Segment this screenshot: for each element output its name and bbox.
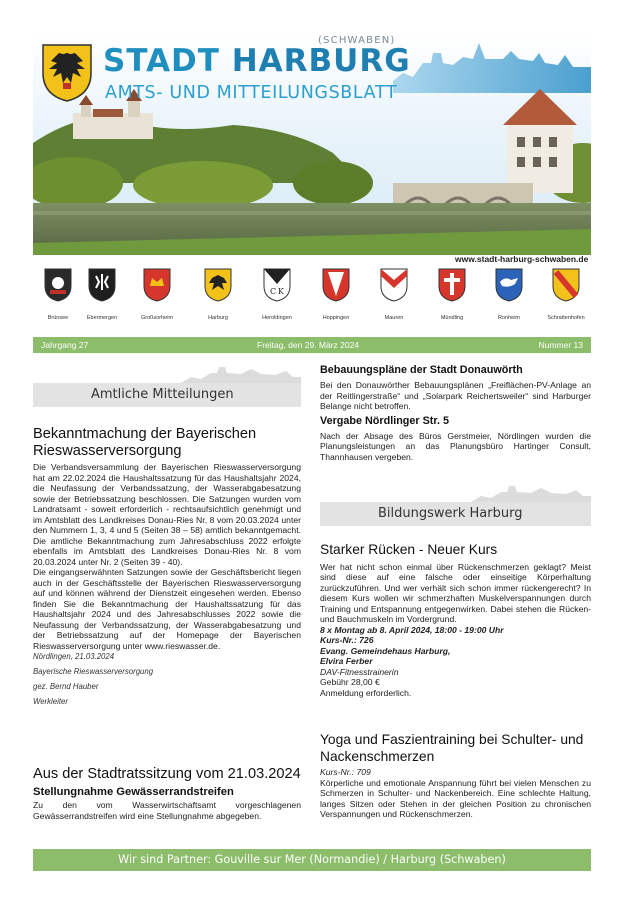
district-crests-row — [33, 268, 591, 326]
partner-banner: Wir sind Partner: Gouville sur Mer (Normandie) / Harburg (Schwaben) — [33, 849, 591, 871]
crest-ronheim: Ronheim — [484, 268, 534, 321]
crest-schrattenhofen: Schrattenhofen — [541, 268, 591, 321]
right-column-course1 — [320, 542, 591, 698]
heroldingen-crest-icon — [263, 268, 291, 302]
course-registration: Anmeldung erforderlich. — [320, 687, 412, 698]
article-signature: gez. Bernd Hauber — [33, 682, 99, 691]
article-title-stadtrat: Aus der Stadtratssitzung vom 21.03.2024 — [33, 766, 301, 782]
course-schedule: 8 x Montag ab 8. April 2024, 18:00 - 19:00 Uhr — [320, 624, 504, 635]
masthead-schwaben: (SCHWABEN) — [318, 35, 396, 46]
crest-bruensee: Brünsee — [33, 268, 83, 321]
harburg-eagle-crest-icon — [39, 41, 95, 103]
course-location: Evang. Gemeindehaus Harburg, — [320, 645, 451, 656]
crest-ebermergen: Ebermergen — [77, 268, 127, 321]
muendling-crest-icon — [438, 268, 466, 302]
course-number: Kurs-Nr.: 726 — [320, 635, 374, 645]
crest-harburg: Harburg — [193, 268, 243, 321]
schrattenhofen-crest-icon — [552, 268, 580, 302]
svg-text:C: C — [270, 287, 277, 296]
issue-date: Freitag, den 29. März 2024 — [257, 340, 360, 350]
issue-info-bar — [33, 337, 591, 353]
ebermergen-crest-icon — [88, 268, 116, 302]
article-title-rieswasser: Bekanntmachung der Bayerischen Rieswasserversorgung — [33, 426, 257, 459]
course-fee: Gebühr 28,00 € — [320, 677, 380, 687]
masthead-subtitle: AMTS- UND MITTEILUNGSBLATT — [105, 83, 398, 103]
article-signer-role: Werkleiter — [33, 697, 68, 706]
masthead — [33, 33, 591, 255]
article-place-date: Nördlingen, 21.03.2024 — [33, 652, 115, 661]
right-column-top — [320, 364, 591, 462]
section-bar-amtliche — [33, 383, 301, 407]
article-body-vergabe: Nach der Absage des Büros Gerstmeier, Nördlingen wurden die Planungsleistungen an das Planungsbüro Hartinger Consult, Thannhausen vergeben. — [320, 430, 591, 462]
castle-silhouette-icon — [471, 484, 591, 502]
article-body-rieswasser-1: Die Verbandsversammlung der Bayerischen Rieswasserversorgung hat am 22.02.2024 die Haushaltssatzung für das Haushaltsjahr 2024, die Neufassung der Verbandssatzung, der Wasserabgabesatzung sowie der Betriebssatzung beschlossen. Die Satzungen wurden vom Landratsamt - soweit erforderlich - rechtsaufsichtlich genehmigt und im Amtsblatt des Landkreises Donau-Ries Nr. 8 vom 20.03.2024 unter den Nummern 1, 3, 4 und 5 (Seiten 38 – 58) amtlich bekanntgemacht. Die amtliche Bekanntmachung zum Jahresabschluss 2022 erfolgte ebenfalls im Amtsblatt des Landkreises Donau-Ries Nr. 8 vom 20.03.2024 unter Nr. 2 (Seiten 39 - 40). — [33, 462, 301, 567]
crest-heroldingen: C K Heroldingen — [252, 268, 302, 321]
article-subtitle-gewaesser: Stellungnahme Gewässerrandstreifen — [33, 786, 234, 798]
article-organisation: Bayerische Rieswasserversorgung — [33, 667, 154, 676]
svg-text:K: K — [278, 287, 284, 296]
masthead-title: STADT HARBURG — [103, 43, 411, 79]
crest-hoppingen: Hoppingen — [311, 268, 361, 321]
ronheim-crest-icon — [495, 268, 523, 302]
issue-number: Nummer 13 — [538, 340, 583, 350]
hoppingen-crest-icon — [322, 268, 350, 302]
article-body-donauwoerth: Bei den Donauwörther Bebauungsplänen „Freiflächen-PV-Anlage an der Reitlingerstraße“ und „Solarpark Reichertsweiler“ sind Harburger Belange nicht betroffen. — [320, 380, 591, 411]
section-bar-bildungswerk — [320, 502, 591, 526]
section-title-bildungswerk: Bildungswerk Harburg — [378, 506, 523, 521]
mauren-crest-icon — [380, 268, 408, 302]
castle-silhouette-icon — [181, 365, 301, 383]
course-trainer-role: DAV-Fitnesstrainerin — [320, 666, 399, 677]
article-title-donauwoerth: Bebauungspläne der Stadt Donauwörth — [320, 364, 523, 376]
article-title-vergabe: Vergabe Nördlinger Str. 5 — [320, 414, 450, 427]
article-body-rieswasser-2: Die eingangserwähnten Satzungen sowie der Geschäftsbericht liegen auch in der Geschäftsstelle der Bayerischen Rieswasserversorgung auf und können während der Dienstzeit eingesehen werden. Ebenso finden Sie die Bekanntmachung der Haushaltssatzung für das Haushaltsjahr 2024 und des Jahresabschlusses 2022 sowie die Neufassung der Verbandssatzung, der Wasserabgabesatzung und der Betriebssatzung auf der Homepage der Bayerischen Rieswasserversorgung unter www.rieswasser.de. — [33, 567, 301, 651]
grosssorheim-crest-icon — [143, 268, 171, 302]
issue-volume: Jahrgang 27 — [41, 340, 89, 350]
article-body-gewaesser: Zu den vom Wasserwirtschaftsamt vorgeschlagenen Gewässerrandstreifen wird eine Stellungnahme abgegeben. — [33, 800, 301, 821]
course-title-ruecken: Starker Rücken - Neuer Kurs — [320, 542, 498, 557]
course-title-yoga: Yoga und Faszientraining bei Schulter- und Nackenschmerzen — [320, 732, 584, 764]
crest-mauren: Mauren — [369, 268, 419, 321]
crest-muendling: Mündling — [427, 268, 477, 321]
course-number-yoga: Kurs-Nr.: 709 — [320, 767, 371, 777]
website-link[interactable]: www.stadt-harburg-schwaben.de — [455, 254, 589, 264]
left-column — [33, 426, 301, 708]
crest-grosssorheim: Großsorheim — [132, 268, 182, 321]
course-body-ruecken: Wer hat nicht schon einmal über Rückenschmerzen geklagt? Meist sind diese auf eine falsche oder einseitige Körperhaltung zurückzuführen. Und wer verhält sich schon immer rückengerecht? In diesem Kurs wollen wir schmerzhaften Muskelverspannungen durch Training und Entspannung entgegenwirken. Dabei stehen die Rücken- und Bauchmuskeln im Vordergrund. — [320, 561, 591, 624]
section-title-amtliche: Amtliche Mitteilungen — [91, 387, 234, 402]
right-column-course2 — [320, 732, 591, 820]
bruensee-crest-icon — [44, 268, 72, 302]
course-body-yoga: Körperliche und emotionale Anspannung führt bei vielen Menschen zu Schmerzen in Schulter- und Nackenbereich. Eine schlechte Haltung, langes Sitzen oder Stehen in der gleichen Position zu chronischen Verspannungen und Rückenschmerzen. — [320, 777, 591, 819]
left-column-2 — [33, 766, 301, 821]
harburg-crest-icon — [204, 268, 232, 302]
course-trainer: Elvira Ferber — [320, 656, 373, 666]
